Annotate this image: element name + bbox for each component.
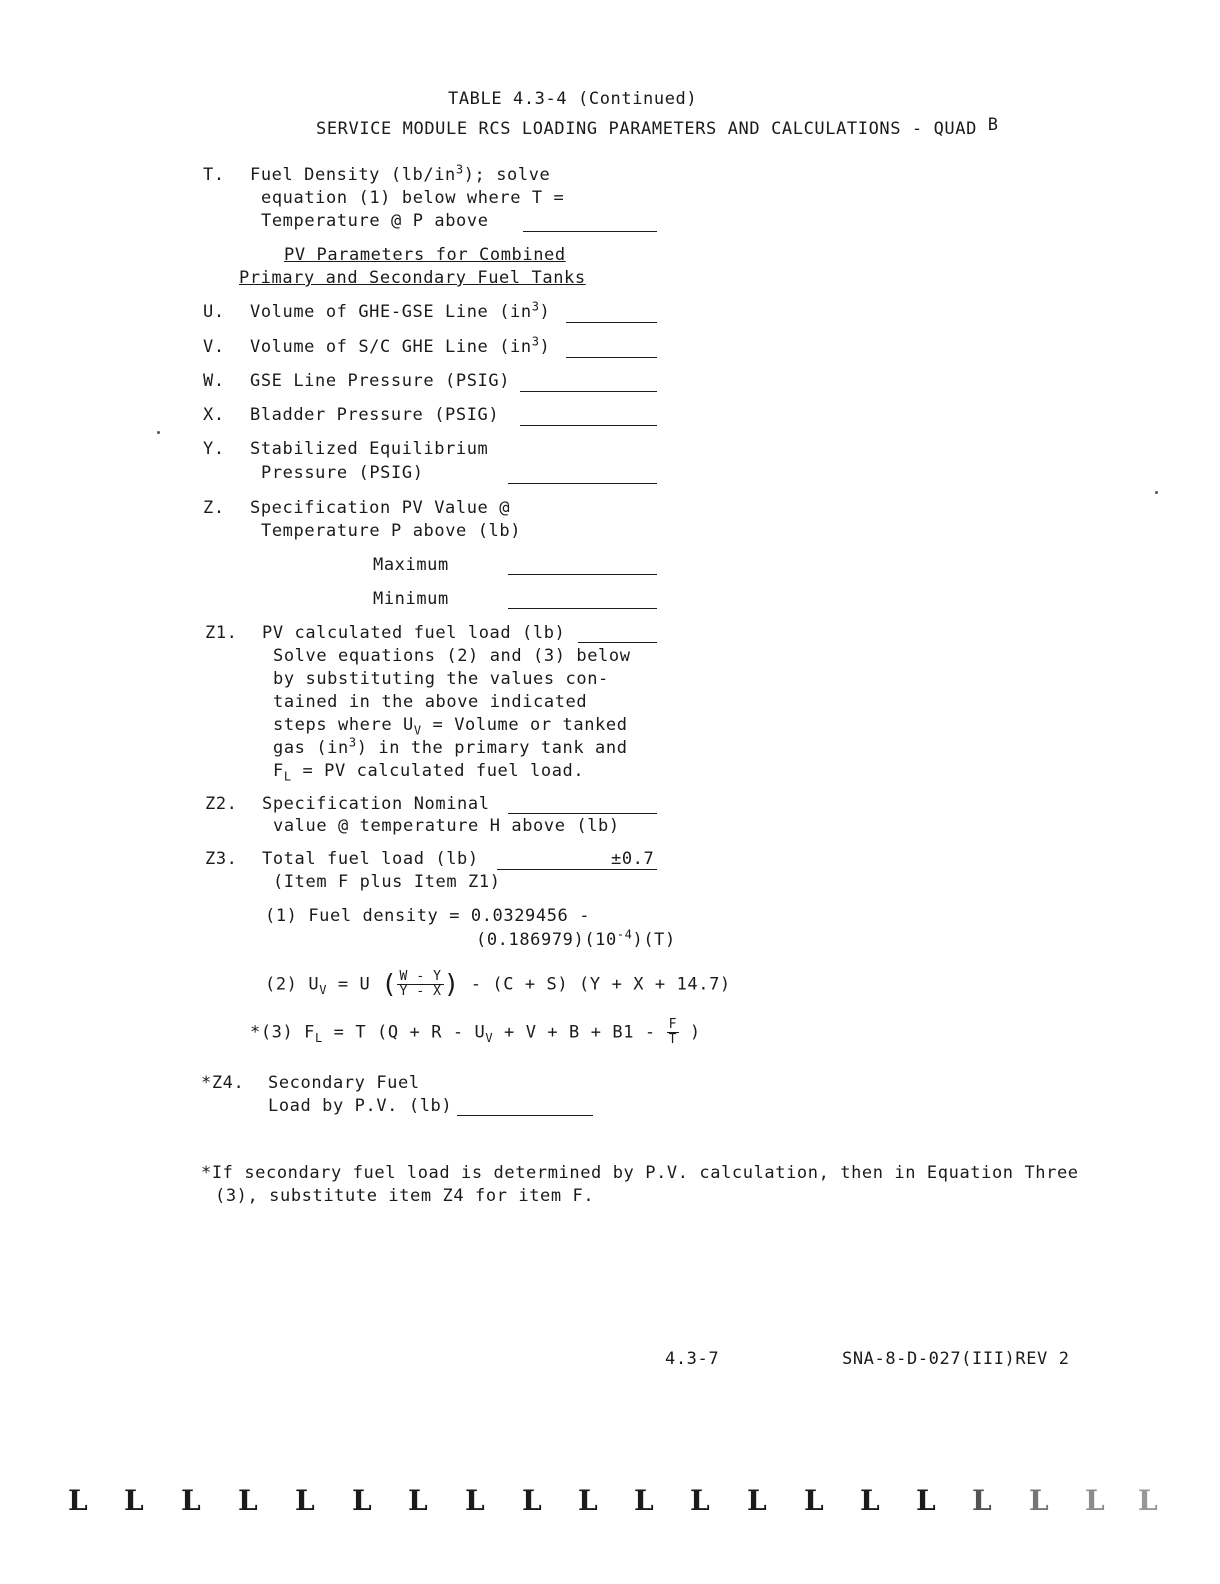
item-z1-l5 [273,714,628,736]
equation-1-line1: (1) Fuel density = 0.0329456 - [265,906,591,926]
edge-mark: L [972,1484,992,1517]
eq2-pre: (2) U [265,974,320,995]
footnote-line1: *If secondary fuel load is determined by P.V. calculation, then in Equation Three [201,1163,1079,1183]
item-z1-blank[interactable] [578,642,657,643]
edge-mark: L [295,1484,315,1517]
item-key-v: V. [203,337,225,357]
eq2-denominator: Y - X [399,984,442,999]
item-v-label [250,336,550,358]
eq3-sub2: V [485,1030,494,1045]
item-z1-l6 [273,737,628,759]
equation-2 [265,970,731,999]
edge-mark: L [916,1484,936,1517]
item-t-blank[interactable] [523,231,657,232]
eq3-fraction [667,1018,679,1047]
page-number: 4.3-7 [665,1349,720,1369]
item-z1-l7 [273,760,584,782]
item-z-min-label: Minimum [373,589,449,609]
item-z4-line1: Secondary Fuel [268,1073,420,1093]
item-t-line2: equation (1) below where T = [261,188,565,208]
edge-mark: L [804,1484,824,1517]
pv-heading-2: Primary and Secondary Fuel Tanks [239,268,586,288]
edge-mark: L [1138,1484,1158,1517]
item-u-sup: 3 [531,299,540,314]
eq3-mid2: + V + B + B1 - [493,1022,667,1043]
item-z1-l5-pre: steps where U [273,715,414,735]
item-u-blank[interactable] [566,322,657,323]
footnote-line2: (3), substitute item Z4 for item F. [215,1186,595,1206]
eq3-denominator: T [668,1032,677,1047]
eq2-fraction [397,970,443,999]
edge-mark: L [1029,1484,1049,1517]
item-z2-line1: Specification Nominal [262,794,490,814]
edge-mark: L [68,1484,88,1517]
eq3-post: ) [679,1022,701,1043]
item-z1-label: PV calculated fuel load (lb) [262,623,566,643]
item-key-u: U. [203,302,225,322]
item-z-line1: Specification PV Value @ [250,498,511,518]
item-w-label: GSE Line Pressure (PSIG) [250,371,511,391]
item-v-pre: Volume of S/C GHE Line (in [250,337,532,357]
edge-mark: L [124,1484,144,1517]
edge-mark: L [238,1484,258,1517]
item-key-w: W. [203,371,225,391]
item-x-blank[interactable] [520,425,657,426]
pv-heading-1: PV Parameters for Combined [284,245,566,265]
item-u-pre: Volume of GHE-GSE Line (in [250,302,532,322]
item-x-label: Bladder Pressure (PSIG) [250,405,500,425]
eq2-numerator: W - Y [399,969,442,984]
table-title-text: SERVICE MODULE RCS LOADING PARAMETERS AND CALCULATIONS - QUAD [316,119,977,139]
table-reference: TABLE 4.3-4 (Continued) [448,89,698,109]
item-key-z3: Z3. [205,849,238,869]
item-z3-line2: (Item F plus Item Z1) [273,872,501,892]
item-z1-l7-sub: L [283,769,292,784]
edge-mark: L [352,1484,372,1517]
item-y-line2: Pressure (PSIG) [261,463,424,483]
edge-mark: L [1085,1484,1105,1517]
eq3-sub: L [315,1030,323,1045]
eq2-close-paren: ) [443,969,460,1000]
eq3-numerator: F [668,1017,677,1032]
item-t-line1 [250,164,550,186]
item-z4-blank[interactable] [457,1115,593,1116]
table-title [316,115,999,140]
item-z1-l6-pre: gas (in [273,738,349,758]
equation-1-line2 [476,929,676,951]
item-z1-l3: by substituting the values con- [273,669,609,689]
item-z1-l6-post: ) in the primary tank and [356,738,628,758]
eq1-b-sup: -4 [616,927,633,942]
item-z1-l7-post: = PV calculated fuel load. [291,761,585,781]
item-key-z: Z. [203,498,225,518]
item-z1-l6-sup: 3 [348,735,357,750]
item-z3-tolerance: ±0.7 [611,849,655,869]
item-u-post: ) [539,302,551,322]
item-t-line3: Temperature @ P above [261,211,489,231]
item-z3-line1: Total fuel load (lb) [262,849,479,869]
edge-mark: L [634,1484,654,1517]
item-z-min-blank[interactable] [508,608,657,609]
item-t-sup: 3 [455,162,464,177]
eq2-post: - (C + S) (Y + X + 14.7) [459,974,731,995]
eq3-pre: *(3) F [250,1022,316,1043]
item-z1-l4: tained in the above indicated [273,692,588,712]
item-z-max-label: Maximum [373,555,449,575]
edge-mark: L [181,1484,201,1517]
edge-mark: L [465,1484,485,1517]
equation-3 [250,1018,701,1047]
edge-mark: L [747,1484,767,1517]
document-id: SNA-8-D-027(III)REV 2 [842,1349,1070,1369]
scan-speck [157,431,160,434]
item-key-z4: *Z4. [201,1073,245,1093]
item-z1-l5-sub: V [413,723,422,738]
item-w-blank[interactable] [520,391,657,392]
eq3-mid1: = T (Q + R - U [322,1022,486,1043]
item-v-blank[interactable] [566,357,657,358]
item-key-z1: Z1. [205,623,238,643]
edge-mark: L [522,1484,542,1517]
scan-speck [1155,491,1158,494]
item-key-y: Y. [203,439,225,459]
item-key-x: X. [203,405,225,425]
eq1-b-post: )(T) [632,930,676,950]
item-key-t: T. [203,165,225,185]
item-z-line2: Temperature P above (lb) [261,521,522,541]
item-y-blank[interactable] [508,483,657,484]
eq2-sub: V [319,982,328,997]
item-z1-l2: Solve equations (2) and (3) below [273,646,631,666]
item-z4-line2: Load by P.V. (lb) [268,1096,453,1116]
item-z1-l5-post: = Volume or tanked [421,715,628,735]
item-v-post: ) [539,337,551,357]
edge-mark: L [408,1484,428,1517]
edge-mark: L [578,1484,598,1517]
item-v-sup: 3 [531,334,540,349]
edge-mark: L [860,1484,880,1517]
eq1-b-pre: (0.186979)(10 [476,930,617,950]
item-t-line1-post: ); solve [463,165,551,185]
item-z2-line2: value @ temperature H above (lb) [273,816,620,836]
item-key-z2: Z2. [205,794,238,814]
item-u-label [250,301,550,323]
item-z1-l7-pre: F [273,761,284,781]
eq2-open-paren: ( [381,969,398,1000]
edge-mark: L [690,1484,710,1517]
item-z-max-blank[interactable] [508,574,657,575]
item-z2-blank[interactable] [508,813,657,814]
quad-letter: B [987,115,999,135]
item-y-line1: Stabilized Equilibrium [250,439,489,459]
eq2-mid: = U [327,974,382,995]
item-t-line1-pre: Fuel Density (lb/in [250,165,456,185]
